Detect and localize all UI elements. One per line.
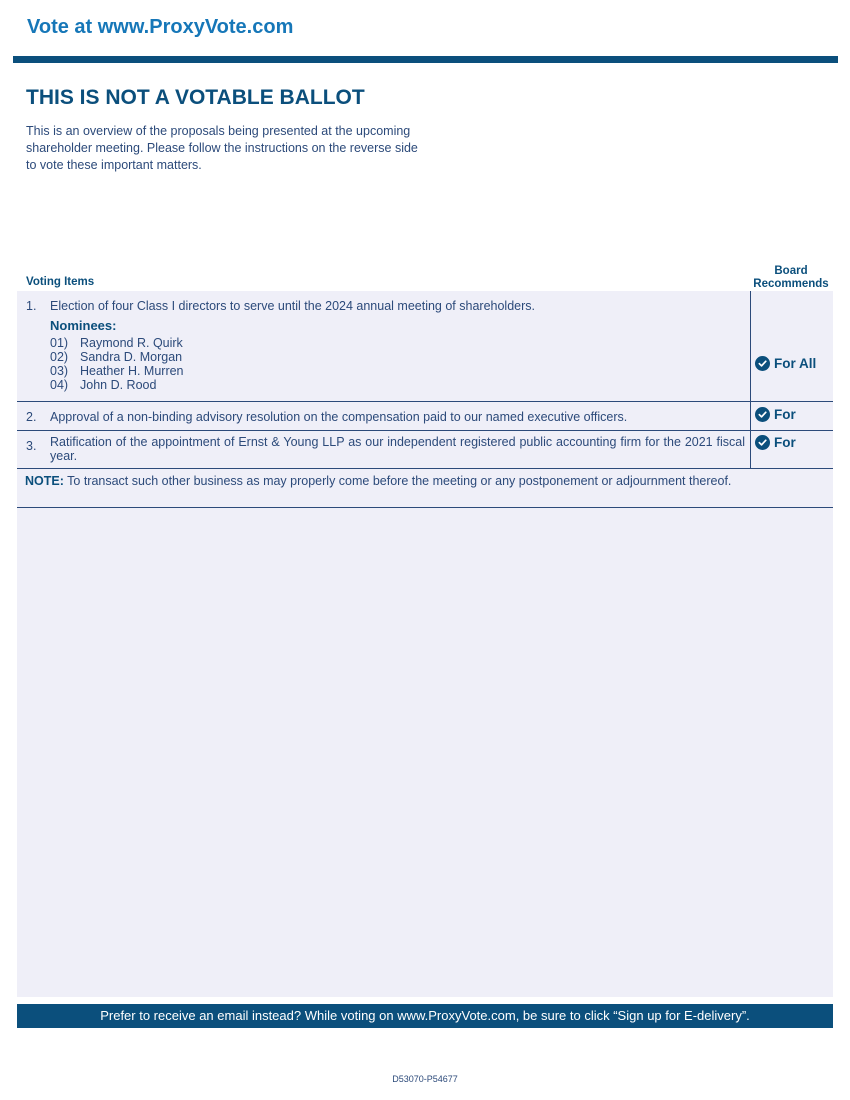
item-text: Ratification of the appointment of Ernst & Young LLP as our independent registered public accounting firm for the 2021 fiscal year.	[50, 435, 745, 463]
item-text: Approval of a non-binding advisory resolution on the compensation paid to our named executive officers.	[50, 410, 628, 424]
check-circle-icon	[755, 356, 770, 371]
document-code: D53070-P54677	[392, 1074, 458, 1084]
proxyvote-link[interactable]: Vote at www.ProxyVote.com	[27, 16, 294, 38]
nominee: 04) John D. Rood	[50, 378, 157, 392]
note-row	[17, 469, 833, 508]
voting-item-2	[17, 402, 833, 431]
column-divider	[750, 291, 751, 401]
intro-paragraph: This is an overview of the proposals being presented at the upcoming shareholder meeting. Please follow the instructions on the reverse side to vote these important matters.	[26, 124, 418, 172]
nominee: 01) Raymond R. Quirk	[50, 336, 183, 350]
check-circle-icon	[755, 407, 770, 422]
board-recommendation: For	[755, 435, 796, 450]
nominee: 03) Heather H. Murren	[50, 364, 184, 378]
nominee: 02) Sandra D. Morgan	[50, 350, 183, 364]
header-rule	[13, 56, 838, 63]
item-number: 1.	[26, 299, 37, 313]
check-circle-icon	[755, 435, 770, 450]
item-text: Election of four Class I directors to serve until the 2024 annual meeting of shareholders.	[50, 299, 535, 313]
nominees-label: Nominees:	[50, 318, 117, 333]
page-title: THIS IS NOT A VOTABLE BALLOT	[26, 86, 365, 109]
voting-item-1	[17, 291, 833, 402]
note-text: NOTE: To transact such other business as may properly come before the meeting or any postponement or adjournment thereof.	[25, 474, 732, 488]
e-delivery-banner: Prefer to receive an email instead? While voting on www.ProxyVote.com, be sure to click “Sign up for E-delivery”.	[17, 1004, 833, 1028]
board-recommends-header: Board Recommends	[753, 265, 829, 290]
item-number: 2.	[26, 410, 37, 424]
voting-items-header: Voting Items	[26, 276, 95, 288]
board-recommendation: For	[755, 407, 796, 422]
column-divider	[750, 402, 751, 430]
item-number: 3.	[26, 439, 37, 453]
voting-item-3	[17, 431, 833, 469]
board-recommendation: For All	[755, 356, 816, 371]
column-divider	[750, 431, 751, 468]
